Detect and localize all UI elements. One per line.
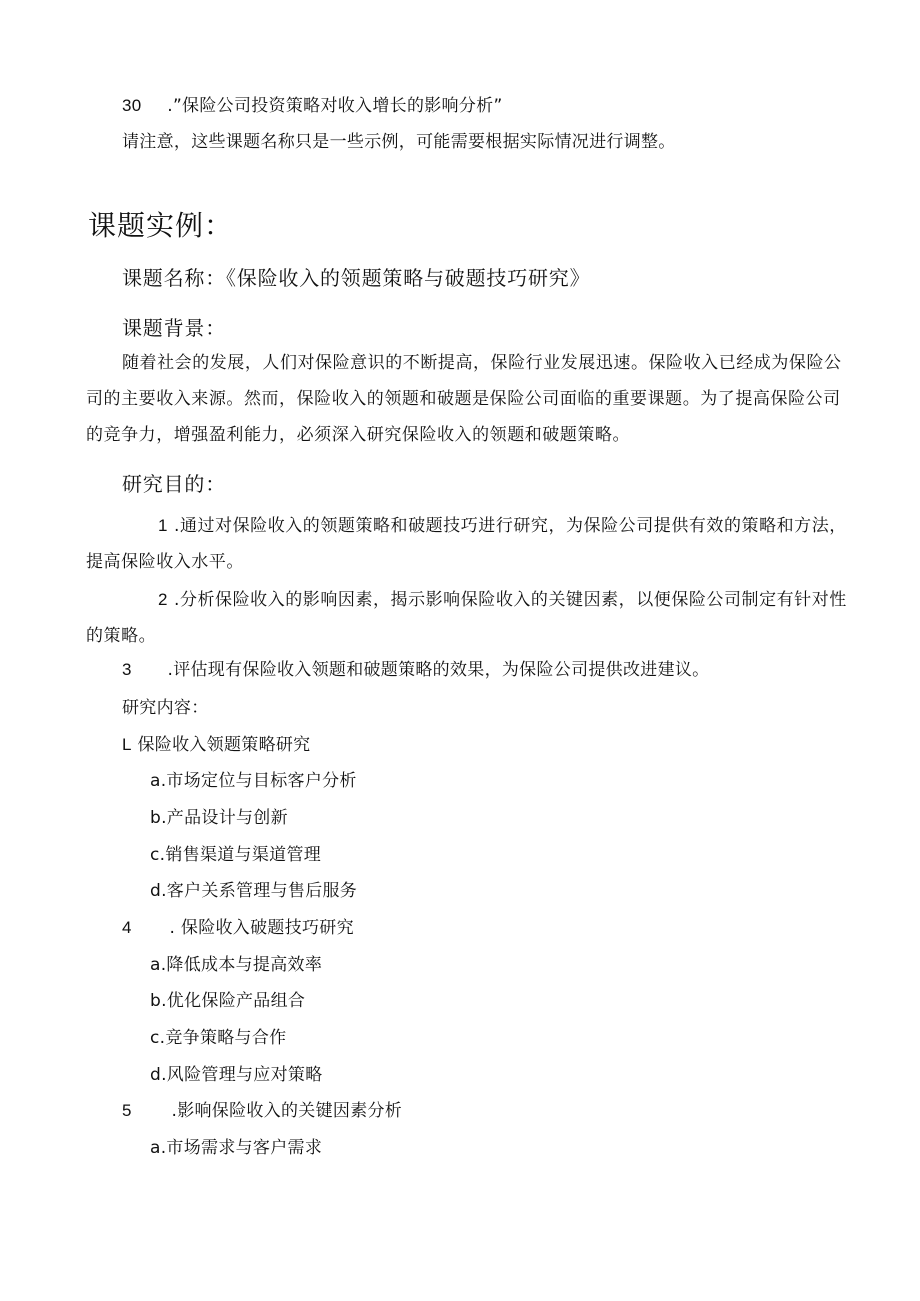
- section-4-item-b: b.优化保险产品组合: [150, 991, 306, 1011]
- section-4-item-d: d.风险管理与应对策略: [150, 1065, 323, 1085]
- section-4-item-a: a.降低成本与提高效率: [150, 955, 323, 975]
- example-heading: 课题实例：: [88, 209, 234, 242]
- section-1-title: [122, 733, 310, 757]
- section-5-title: [122, 1099, 402, 1123]
- section-1-item-a: a.市场定位与目标客户分析: [150, 771, 357, 791]
- item-30: [122, 94, 503, 118]
- background-heading: 课题背景：: [122, 316, 226, 340]
- section-5-item-a: a.市场需求与客户需求: [150, 1138, 323, 1158]
- section-title: 保险收入领题策略研究: [137, 735, 311, 755]
- item-30-text: .”保险公司投资策略对收入增长的影响分析”: [167, 96, 503, 116]
- section-1-item-b: b.产品设计与创新: [150, 808, 288, 828]
- purpose-text: .分析保险收入的影响因素，揭示影响保险收入的关键因素，以便保险公司制定有针对性的策略。: [86, 590, 847, 646]
- section-title: .影响保险收入的关键因素分析: [171, 1101, 403, 1121]
- item-30-number: 30: [122, 96, 142, 115]
- section-1-item-d: d.客户关系管理与售后服务: [150, 881, 358, 901]
- purpose-heading: 研究目的：: [122, 472, 226, 496]
- purpose-number: 3: [122, 660, 132, 679]
- purpose-number: 1: [158, 516, 169, 535]
- purpose-item-3: [122, 658, 710, 682]
- section-1-item-c: c.销售渠道与渠道管理: [150, 845, 322, 865]
- section-number: L: [122, 735, 132, 754]
- section-title: . 保险收入破题技巧研究: [169, 918, 354, 938]
- section-4-item-c: c.竞争策略与合作: [150, 1028, 287, 1048]
- purpose-item-2: [86, 582, 856, 654]
- purpose-text: .评估现有保险收入领题和破题策略的效果，为保险公司提供改进建议。: [167, 660, 710, 680]
- section-number: 4: [122, 918, 132, 937]
- purpose-text: .通过对保险收入的领题策略和破题技巧进行研究，为保险公司提供有效的策略和方法，提高保险收入水平。: [86, 516, 847, 572]
- purpose-item-1: [86, 508, 856, 580]
- content-heading: 研究内容：: [122, 698, 209, 718]
- section-4-title: [122, 916, 354, 940]
- background-paragraph: 随着社会的发展，人们对保险意识的不断提高，保险行业发展迅速。保险收入已经成为保险公司的主要收入来源。然而，保险收入的领题和破题是保险公司面临的重要课题。为了提高保险公司的竞争力，增强盈利能力，必须深入研究保险收入的领题和破题策略。: [86, 353, 842, 445]
- note-line: 请注意，这些课题名称只是一些示例，可能需要根据实际情况进行调整。: [122, 132, 676, 152]
- topic-title-line: 课题名称：《保险收入的领题策略与破题技巧研究》: [122, 266, 591, 290]
- purpose-number: 2: [158, 590, 169, 609]
- section-number: 5: [122, 1101, 132, 1120]
